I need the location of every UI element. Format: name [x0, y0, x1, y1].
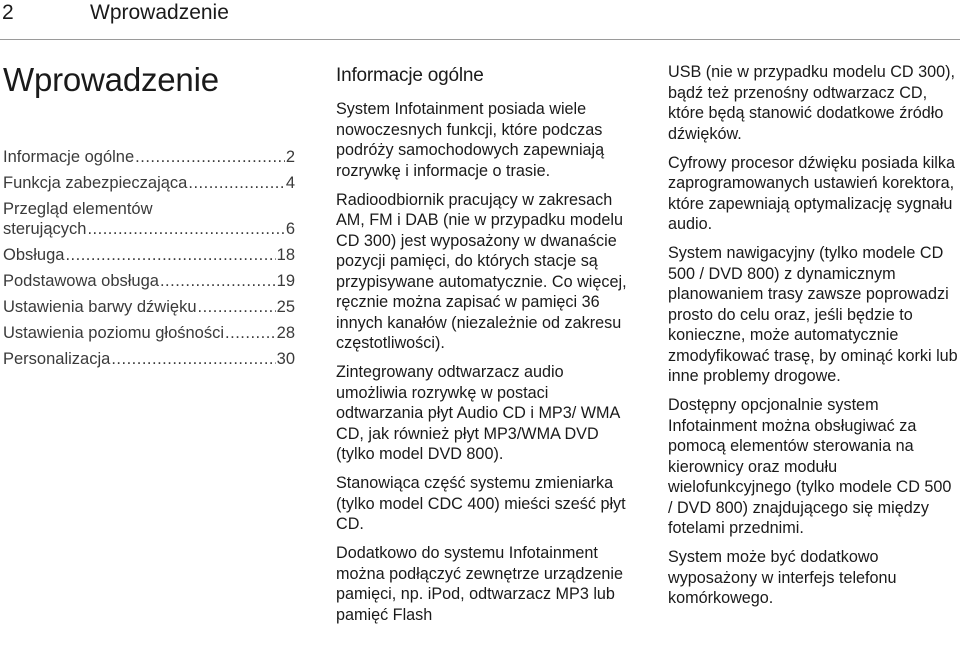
chapter-title: Wprowadzenie [3, 61, 219, 98]
toc-entry[interactable] [3, 242, 295, 268]
toc-entry-page: 4 [285, 174, 295, 192]
toc-leader-dots [65, 242, 275, 268]
page-header [0, 0, 960, 40]
table-of-contents [3, 144, 295, 372]
toc-entry[interactable] [3, 268, 295, 294]
toc-entry-page: 18 [276, 246, 295, 264]
body-paragraph: Dodatkowo do systemu Infotainment można podłączyć zewnętrze urządzenie pamięci, np. iPod, odtwarzacz MP3 lub pamięć Flash [336, 544, 624, 624]
toc-leader-dots [87, 219, 284, 239]
body-paragraph: System Infotainment posiada wiele nowoczesnych funkcji, które podczas podróży samochodowych zapewniają rozrywkę i informacje o trasie. [336, 100, 605, 180]
toc-leader-dots [225, 320, 276, 346]
toc-entry[interactable] [3, 320, 295, 346]
body-paragraph: Dostępny opcjonalnie system Infotainment można obsługiwać za pomocą elementów sterowania na kierownicy oraz modułu wielofunkcyjnego (tylko modele CD 500 / DVD 800) znajdującego się między fotelami przednimi. [668, 396, 952, 537]
content-column-right [668, 62, 960, 617]
toc-entry[interactable] [3, 346, 295, 372]
toc-entry[interactable] [3, 196, 295, 242]
toc-entry-label: Informacje ogólne [3, 148, 135, 166]
toc-entry-page: 30 [276, 350, 295, 368]
toc-leader-dots [111, 346, 275, 372]
body-paragraph: Zintegrowany odtwarzacz audio umożliwia rozrywkę w postaci odtwarzania płyt Audio CD i MP3/ WMA CD, jak również płyt MP3/WMA DVD (tylko model DVD 800). [336, 363, 620, 463]
toc-entry-page: 19 [276, 272, 295, 290]
toc-entry-page: 6 [285, 220, 295, 238]
toc-entry-label: Personalizacja [3, 350, 111, 368]
toc-entry[interactable] [3, 144, 295, 170]
toc-entry-label: Ustawienia barwy dźwięku [3, 298, 197, 316]
page-number: 2 [2, 1, 14, 24]
toc-entry[interactable] [3, 170, 295, 196]
toc-entry-label: sterujących [3, 220, 87, 238]
running-title: Wprowadzenie [90, 1, 229, 24]
body-paragraph: Cyfrowy procesor dźwięku posiada kilka zaprogramowanych ustawień korektora, które zapewniają optymalizację sygnału audio. [668, 153, 955, 233]
toc-leader-dots [160, 268, 276, 294]
content-column-middle [336, 62, 636, 634]
header-rule [0, 39, 960, 40]
toc-entry-label-line1: Przegląd elementów [3, 200, 153, 218]
toc-entry-page: 25 [276, 298, 295, 316]
toc-entry-page: 2 [285, 148, 295, 166]
body-paragraph: System nawigacyjny (tylko modele CD 500 / DVD 800) z dynamicznym planowaniem trasy zawsze poprowadzi prosto do celu oraz, jeśli będzie to konieczne, może automatycznie zmodyfikować trasę, by ominąć korki lub inne problemy drogowe. [668, 244, 958, 385]
toc-leader-dots [135, 144, 285, 170]
body-paragraph: Stanowiąca część systemu zmieniarka (tylko model CDC 400) mieści sześć płyt CD. [336, 474, 626, 533]
body-paragraph: USB (nie w przypadku modelu CD 300), bądź też przenośny odtwarzacz CD, które będą stanowić dodatkowe źródło dźwięków. [668, 63, 956, 143]
toc-entry[interactable] [3, 294, 295, 320]
toc-entry-page: 28 [276, 324, 295, 342]
toc-leader-dots [198, 294, 276, 320]
toc-leader-dots [188, 170, 284, 196]
section-heading: Informacje ogólne [336, 65, 484, 86]
toc-entry-label: Podstawowa obsługa [3, 272, 159, 290]
toc-entry-label: Ustawienia poziomu głośności [3, 324, 225, 342]
toc-entry-label: Obsługa [3, 246, 65, 264]
toc-entry-label: Funkcja zabezpieczająca [3, 174, 188, 192]
body-paragraph: Radioodbiornik pracujący w zakresach AM, FM i DAB (nie w przypadku modelu CD 300) jest wyposażony w dwanaście pozycji pamięci, do których stacje są przypisywane automatycznie. Co więcej, ręcznie można zapisać w pamięci 36 innych kanałów (niezależnie od zakresu częstotliwości). [336, 190, 627, 352]
body-paragraph: System może być dodatkowo wyposażony w interfejs telefonu komórkowego. [668, 548, 897, 607]
